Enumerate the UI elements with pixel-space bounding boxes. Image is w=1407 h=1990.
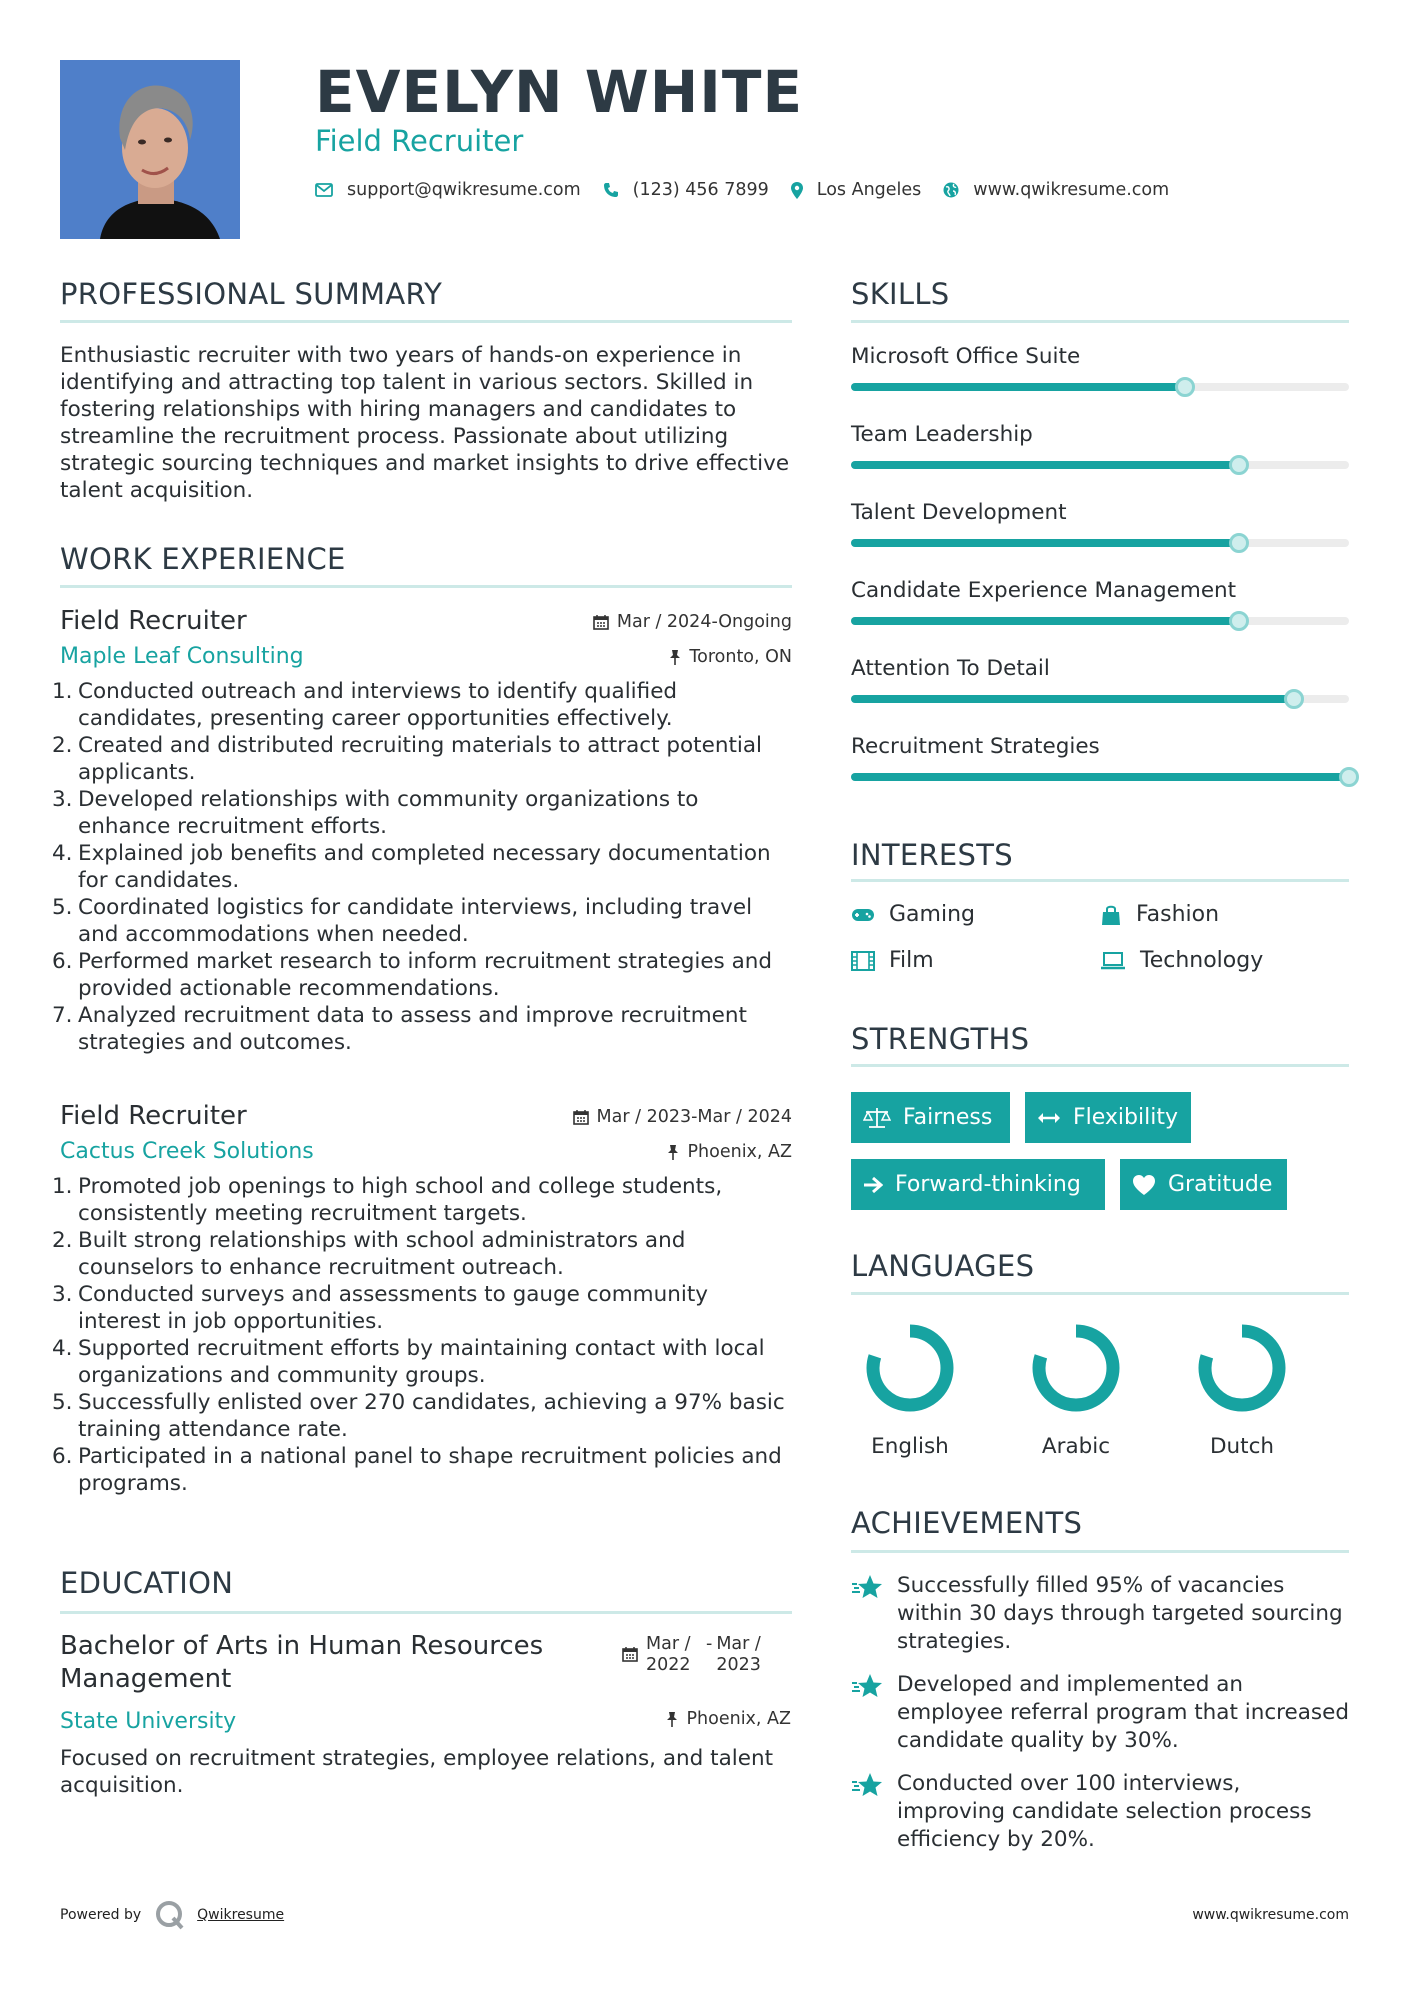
interests-heading: INTERESTS	[851, 838, 1013, 872]
map-marker-icon	[791, 182, 803, 199]
skills-heading: SKILLS	[851, 277, 950, 311]
pin-icon	[669, 649, 681, 665]
globe-icon	[943, 182, 959, 198]
candidate-title: Field Recruiter	[315, 124, 524, 158]
skill-track	[851, 539, 1349, 547]
calendar-icon	[573, 1109, 589, 1125]
skills-rule	[851, 320, 1349, 323]
achievement-item: Developed and implemented an employee referral program that increased candidate quality by 30%.	[851, 1671, 1349, 1755]
strength-fairness: Fairness	[851, 1092, 1010, 1143]
qwikresume-logo-icon	[155, 1900, 185, 1930]
achievement-item: Conducted over 100 interviews, improving candidate selection process efficiency by 20%.	[851, 1770, 1349, 1854]
duty-item: 5. Successfully enlisted over 270 candidates, achieving a 97% basic training attendance rate.	[52, 1390, 785, 1442]
strength-gratitude: Gratitude	[1120, 1159, 1287, 1210]
education-dates: Mar / 2022 - Mar / 2023	[622, 1634, 772, 1676]
education-start: Mar / 2022	[646, 1634, 691, 1675]
education-description: Focused on recruitment strategies, employee relations, and talent acquisition.	[60, 1746, 773, 1798]
interest-gaming: Gaming	[851, 902, 975, 927]
summary-heading: PROFESSIONAL SUMMARY	[60, 277, 443, 311]
skill-item	[851, 344, 1349, 391]
balance-scale-icon	[863, 1107, 891, 1129]
footer-website[interactable]: www.qwikresume.com	[1192, 1907, 1349, 1923]
calendar-icon	[622, 1646, 638, 1662]
duty-item: 2. Built strong relationships with school administrators and counselors to enhance recruitment outreach.	[52, 1228, 686, 1280]
skill-fill	[851, 617, 1239, 625]
job-entry	[52, 1101, 792, 1497]
job-role: Field Recruiter	[60, 606, 247, 636]
skill-knob	[1229, 533, 1249, 553]
job-role: Field Recruiter	[60, 1101, 247, 1131]
language-ring	[1192, 1318, 1292, 1418]
email-text: support@qwikresume.com	[347, 180, 581, 200]
duty-item: 5. Coordinated logistics for candidate interviews, including travel and accommodations when needed.	[52, 895, 753, 947]
education-location-text: Phoenix, AZ	[686, 1709, 791, 1729]
interest-film: Film	[851, 948, 934, 973]
skill-fill	[851, 773, 1349, 781]
skill-label: Candidate Experience Management	[851, 578, 1237, 603]
job-location	[667, 1142, 792, 1162]
skill-knob	[1339, 767, 1359, 787]
job-date-text: Mar / 2023-Mar / 2024	[596, 1107, 792, 1127]
job-date	[593, 612, 792, 632]
achievements-heading: ACHIEVEMENTS	[851, 1506, 1083, 1540]
duty-item: 4. Explained job benefits and completed necessary documentation for candidates.	[52, 841, 771, 893]
skill-item	[851, 500, 1349, 547]
film-icon	[851, 951, 875, 971]
pin-icon	[667, 1144, 679, 1160]
job-location-text: Phoenix, AZ	[687, 1142, 792, 1162]
footer-powered-by: Powered by Qwikresume	[60, 1900, 284, 1930]
language-item	[1021, 1318, 1131, 1459]
contact-bar	[315, 180, 1191, 200]
skill-label: Team Leadership	[851, 422, 1033, 447]
heart-icon	[1132, 1174, 1156, 1196]
contact-phone[interactable]	[603, 180, 769, 200]
star-icon	[851, 1673, 883, 1701]
duty-item: 6. Participated in a national panel to shape recruitment policies and programs.	[52, 1444, 782, 1496]
star-icon	[851, 1772, 883, 1800]
arrow-right-icon	[863, 1176, 883, 1194]
contact-email[interactable]	[315, 180, 581, 200]
skill-track	[851, 773, 1349, 781]
language-ring	[860, 1318, 960, 1418]
skill-track	[851, 383, 1349, 391]
language-label: Dutch	[1209, 1434, 1275, 1459]
experience-heading: WORK EXPERIENCE	[60, 542, 346, 576]
job-location	[669, 647, 792, 667]
language-label: Arabic	[1041, 1434, 1111, 1459]
language-item	[855, 1318, 965, 1459]
phone-icon	[603, 182, 619, 198]
achievement-item: Successfully filled 95% of vacancies within 30 days through targeted sourcing strategies.	[851, 1572, 1349, 1656]
summary-text: Enthusiastic recruiter with two years of hands-on experience in identifying and attracting top talent in various sectors. Skilled in fostering relationships with hiring managers and candidates to streamline the recruitment process. Passionate about utilizing strategic sourcing techniques and market insights to drive effective talent acquisition.	[60, 343, 790, 503]
skill-fill	[851, 383, 1185, 391]
candidate-name: EVELYN WHITE	[315, 58, 804, 126]
job-duties	[52, 678, 792, 1056]
skill-item	[851, 656, 1349, 703]
skill-knob	[1229, 611, 1249, 631]
star-icon	[851, 1574, 883, 1602]
job-date-text: Mar / 2024-Ongoing	[616, 612, 792, 632]
strengths-rule	[851, 1064, 1349, 1067]
summary-rule	[60, 320, 792, 323]
qwikresume-link[interactable]: Qwikresume	[197, 1907, 285, 1923]
skill-track	[851, 617, 1349, 625]
website-text: www.qwikresume.com	[973, 180, 1170, 200]
skill-label: Talent Development	[851, 500, 1067, 525]
skill-label: Microsoft Office Suite	[851, 344, 1081, 369]
strengths-heading: STRENGTHS	[851, 1022, 1030, 1056]
languages-rule	[851, 1292, 1349, 1295]
skill-track	[851, 461, 1349, 469]
duty-item: 1. Promoted job openings to high school and college students, consistently meeting recruitment targets.	[52, 1174, 723, 1226]
language-item	[1187, 1318, 1297, 1459]
duty-item: 4. Supported recruitment efforts by maintaining contact with local organizations and community groups.	[52, 1336, 765, 1388]
job-duties	[52, 1173, 792, 1497]
duty-item: 7. Analyzed recruitment data to assess and improve recruitment strategies and outcomes.	[52, 1003, 747, 1055]
phone-text: (123) 456 7899	[632, 180, 769, 200]
skill-fill	[851, 539, 1239, 547]
skill-knob	[1175, 377, 1195, 397]
duty-item: 1. Conducted outreach and interviews to identify qualified candidates, presenting career opportunities effectively.	[52, 679, 678, 731]
job-company: Maple Leaf Consulting	[60, 644, 304, 669]
gamepad-icon	[851, 907, 875, 923]
education-school: State University	[60, 1709, 237, 1734]
laptop-icon	[1100, 952, 1126, 970]
calendar-icon	[593, 614, 609, 630]
language-ring	[1026, 1318, 1126, 1418]
achievements-rule	[851, 1550, 1349, 1553]
experience-rule	[60, 585, 792, 588]
languages-heading: LANGUAGES	[851, 1249, 1035, 1283]
duty-item: 6. Performed market research to inform recruitment strategies and provided actionable recommendations.	[52, 949, 773, 1001]
skill-fill	[851, 695, 1294, 703]
interest-fashion: Fashion	[1100, 902, 1219, 927]
education-rule	[60, 1611, 792, 1614]
skill-item	[851, 422, 1349, 469]
envelope-icon	[315, 183, 333, 197]
education-degree: Bachelor of Arts in Human Resources Management	[60, 1631, 544, 1694]
pin-icon	[666, 1711, 678, 1727]
skill-fill	[851, 461, 1239, 469]
duty-item: 3. Conducted surveys and assessments to gauge community interest in job opportunities.	[52, 1282, 708, 1334]
interest-technology: Technology	[1100, 948, 1263, 973]
job-entry	[52, 606, 792, 1056]
job-location-text: Toronto, ON	[689, 647, 792, 667]
duty-item: 3. Developed relationships with community organizations to enhance recruitment efforts.	[52, 787, 699, 839]
profile-photo	[60, 60, 240, 239]
arrows-horizontal-icon	[1037, 1112, 1061, 1124]
contact-website[interactable]	[943, 180, 1169, 200]
strength-flexibility: Flexibility	[1025, 1092, 1191, 1143]
skill-item	[851, 734, 1349, 781]
skill-label: Attention To Detail	[851, 656, 1050, 681]
location-text: Los Angeles	[816, 180, 922, 200]
education-heading: EDUCATION	[60, 1566, 234, 1600]
contact-location	[791, 180, 922, 200]
skill-knob	[1284, 689, 1304, 709]
shopping-bag-icon	[1100, 904, 1122, 926]
language-label: English	[871, 1434, 949, 1459]
skill-knob	[1229, 455, 1249, 475]
strength-forward-thinking: Forward-thinking	[851, 1159, 1105, 1210]
job-company: Cactus Creek Solutions	[60, 1139, 314, 1164]
education-end: Mar / 2023	[716, 1634, 761, 1675]
skill-item	[851, 578, 1349, 625]
duty-item: 2. Created and distributed recruiting materials to attract potential applicants.	[52, 733, 763, 785]
skill-label: Recruitment Strategies	[851, 734, 1100, 759]
interests-rule	[851, 879, 1349, 882]
skill-track	[851, 695, 1349, 703]
education-location	[666, 1709, 791, 1729]
job-date	[573, 1107, 792, 1127]
